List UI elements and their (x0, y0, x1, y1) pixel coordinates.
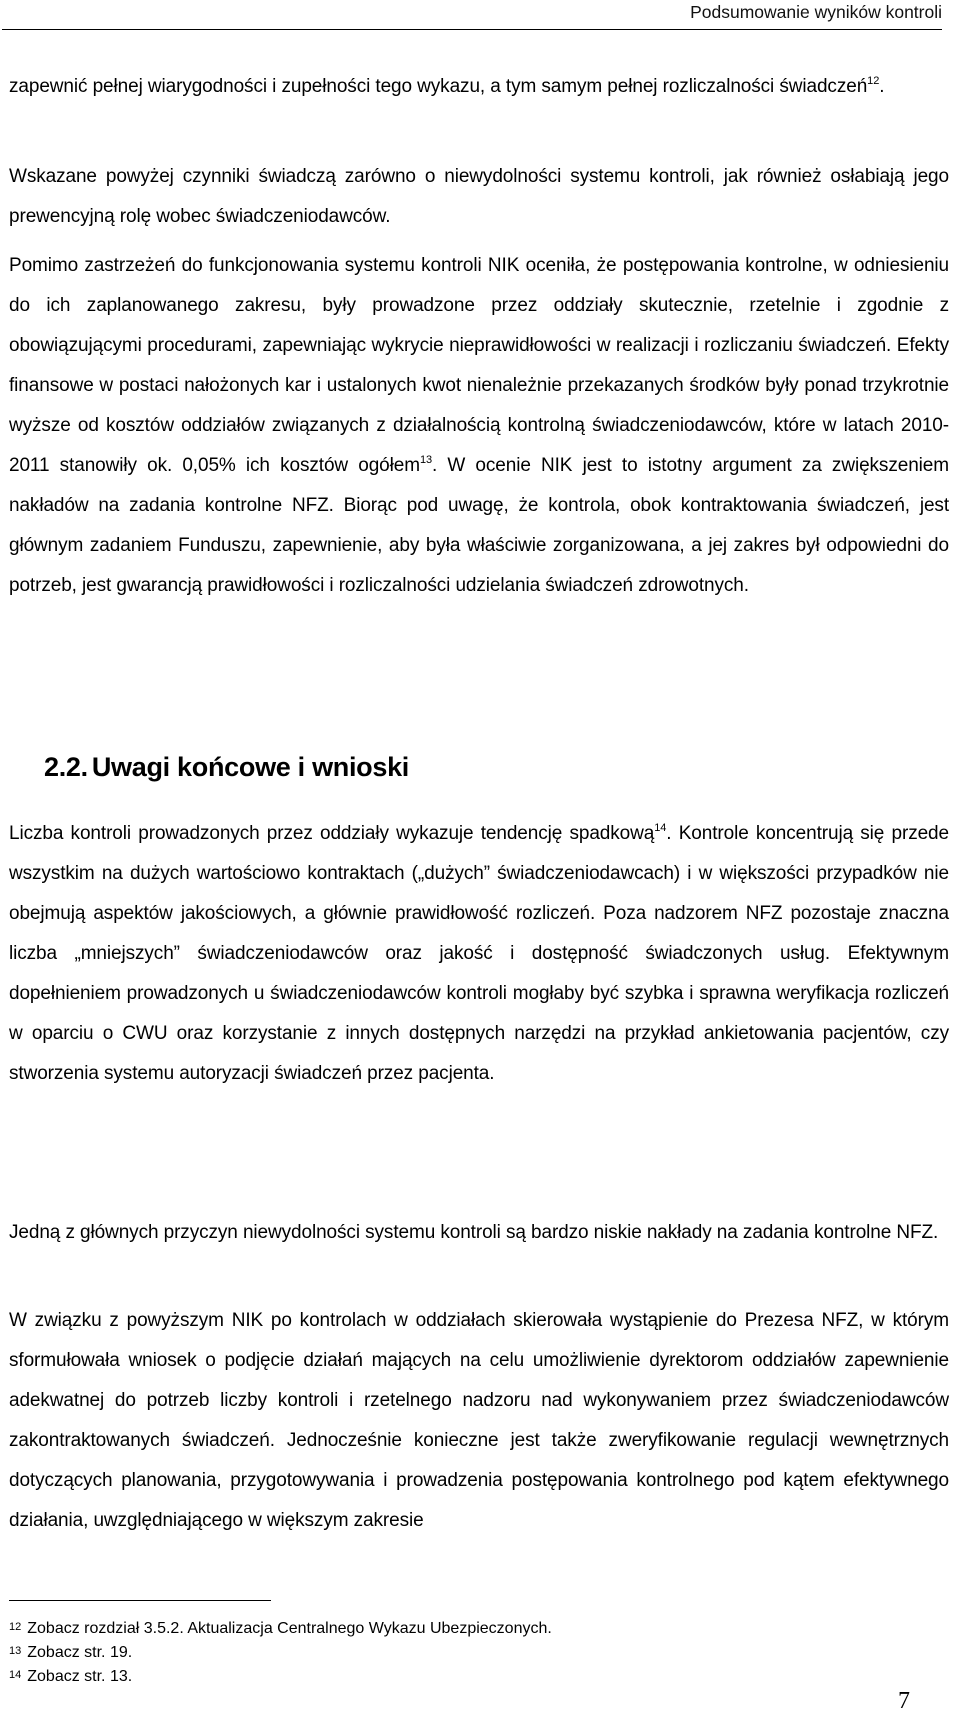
page-number: 7 (898, 1688, 910, 1714)
footnote-ref-14[interactable]: 14 (654, 822, 667, 834)
paragraph-1-end: . (879, 76, 885, 97)
section-title: Uwagi końcowe i wnioski (91, 752, 410, 782)
header-title: Podsumowanie wyników kontroli (690, 2, 942, 22)
paragraph-4 (9, 814, 949, 1094)
footnote-ref-12[interactable]: 12 (867, 75, 880, 87)
footnote-number: 12 (9, 1621, 22, 1633)
paragraph-1-text: zapewnić pełnej wiarygodności i zupełności tego wykazu, a tym samym pełnej rozliczalności świadczeń (9, 76, 868, 97)
running-header (2, 2, 942, 30)
footnote-ref-13[interactable]: 13 (419, 454, 432, 466)
paragraph-3-text-b: . W ocenie NIK jest to istotny argument za zwiększeniem nakładów na zadania kontrolne NFZ. Biorąc pod uwagę, że kontrola, obok kontraktowania świadczeń, jest głównym zadaniem Funduszu, zapewnienie, aby była właściwie zorganizowana, a jej zakres był odpowiedni do potrzeb, jest gwarancją prawidłowości i rozliczalności udzielania świadczeń zdrowotnych. (9, 455, 949, 596)
footnote-text: Zobacz rozdział 3.5.2. Aktualizacja Centralnego Wykazu Ubezpieczonych. (27, 1620, 552, 1637)
paragraph-5: Jedną z głównych przyczyn niewydolności systemu kontroli są bardzo niskie nakłady na zadania kontrolne NFZ. (9, 1222, 939, 1243)
footnote-14 (9, 1664, 909, 1688)
paragraph-1 (9, 67, 949, 107)
paragraph-3 (9, 246, 949, 606)
section-number: 2.2. (44, 752, 88, 782)
paragraph-2: Wskazane powyżej czynniki świadczą zarówno o niewydolności systemu kontroli, jak również osłabiają jego prewencyjną rolę wobec świadczeniodawców. (9, 166, 949, 227)
paragraph-4-text-b: . Kontrole koncentrują się przede wszystkim na dużych wartościowo kontraktach („dużych” świadczeniodawcach) i w większości przypadków nie obejmują aspektów jakościowych, a głównie prawidłowość rozliczeń. Poza nadzorem NFZ pozostaje znaczna liczba „mniejszych” świadczeniodawców oraz jakość i dostępność świadczonych usług. Efektywnym dopełnieniem prowadzonych u świadczeniodawców kontroli mogłaby być szybka i sprawna weryfikacja rozliczeń w oparciu o CWU oraz korzystanie z innych dostępnych narzędzi na przykład ankietowania pacjentów, czy stworzenia systemu autoryzacji świadczeń przez pacjenta. (9, 823, 949, 1084)
footnote-text: Zobacz str. 13. (27, 1668, 133, 1685)
paragraph-3-text-a: Pomimo zastrzeżeń do funkcjonowania systemu kontroli NIK oceniła, że postępowania kontrolne, w odniesieniu do ich zaplanowanego zakresu, były prowadzone przez oddziały skutecznie, rzetelnie i zgodnie z obowiązującymi procedurami, zapewniając wykrycie nieprawidłowości w realizacji i rozliczaniu świadczeń. Efekty finansowe w postaci nałożonych kar i ustalonych kwot nienależnie przekazanych środków były ponad trzykrotnie wyższe od kosztów oddziałów związanych z działalnością kontrolną świadczeniodawców, które w latach 2010-2011 stanowiły ok. 0,05% ich kosztów ogółem (9, 255, 949, 476)
footnote-12 (9, 1616, 909, 1640)
footnotes (9, 1616, 909, 1688)
footnote-13 (9, 1640, 909, 1664)
footnote-separator (9, 1600, 271, 1601)
footnote-number: 14 (9, 1669, 22, 1681)
paragraph-4-text-a: Liczba kontroli prowadzonych przez oddziały wykazuje tendencję spadkową (9, 823, 655, 844)
paragraph-6: W związku z powyższym NIK po kontrolach w oddziałach skierowała wystąpienie do Prezesa NFZ, w którym sformułowała wniosek o podjęcie działań mających na celu umożliwienie dyrektorom oddziałów zapewnienie adekwatnej do potrzeb liczby kontroli i rzetelnego nadzoru nad wykonywaniem przez świadczeniodawców zakontraktowanych świadczeń. Jednocześnie konieczne jest także zweryfikowanie regulacji wewnętrznych dotyczących planowania, przygotowywania i prowadzenia postępowania kontrolnego pod kątem efektywnego działania, uwzględniającego w większym zakresie (9, 1310, 949, 1531)
footnote-text: Zobacz str. 19. (27, 1644, 133, 1661)
section-heading (44, 752, 409, 783)
footnote-number: 13 (9, 1645, 22, 1657)
